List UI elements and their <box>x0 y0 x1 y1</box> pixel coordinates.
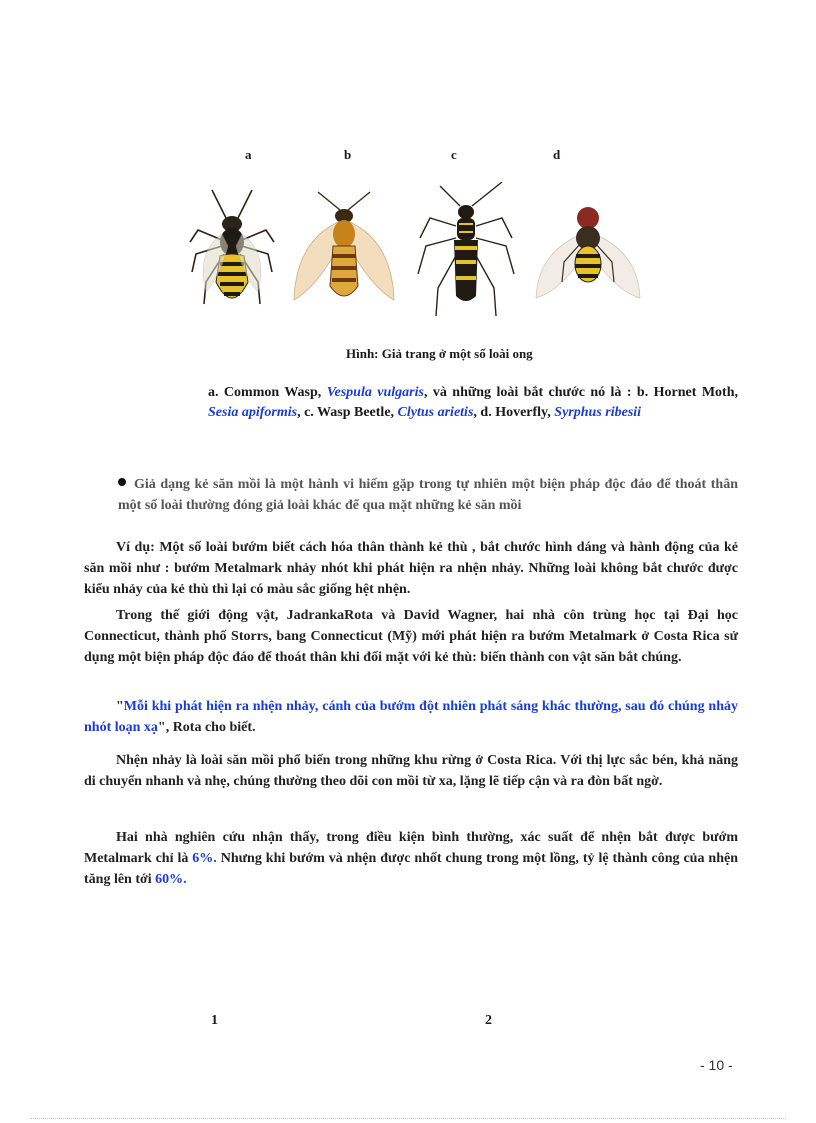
bullet-paragraph: Giả dạng kẻ săn mồi là một hành vi hiếm gặp trong tự nhiên một biện pháp độc đáo để thoát thân một số loài thường đóng giả loài khác để qua mặt những kẻ săn mồi <box>118 477 738 513</box>
percent-value: 60%. <box>155 872 187 887</box>
figure-label-d: d <box>553 147 561 162</box>
species-name: Clytus arietis <box>397 405 474 420</box>
wasp-beetle-icon <box>410 182 522 318</box>
species-name: Vespula vulgaris <box>326 385 424 400</box>
species-name: Syrphus ribesii <box>554 405 642 420</box>
page-number: - 10 - <box>700 1057 733 1073</box>
figure-label-c: c <box>451 147 457 162</box>
figure-label-a: a <box>245 147 252 162</box>
percent-value: 6%. <box>192 851 217 866</box>
common-wasp-icon <box>176 182 288 318</box>
figure-number-2: 2 <box>485 1013 492 1028</box>
hornet-moth-icon <box>288 182 400 318</box>
paragraph-quote: "Mỗi khi phát hiện ra nhện nhảy, cánh của bướm đột nhiên phát sáng khác thường, sau đó chúng nhảy nhót loạn xạ", Rota cho biết. <box>84 699 738 735</box>
paragraph-discovery: Trong thế giới động vật, JadrankaRota và David Wagner, hai nhà côn trùng học tại Đại học Connecticut, thành phố Storrs, bang Connecticut (Mỹ) mới phát hiện ra bướm Metalmark ở Costa Rica sử dụng một biện pháp độc đáo để thoát thân khi đối mặt với kẻ thù: biến thành con vật săn bắt chúng. <box>84 608 738 665</box>
paragraph-spider: Nhện nhảy là loài săn mồi phổ biến trong những khu rừng ở Costa Rica. Với thị lực sắc bén, khả năng di chuyển nhanh và nhẹ, chúng thường theo dõi con mồi từ xa, lặng lẽ tiếp cận và ra đòn bất ngờ. <box>84 753 738 789</box>
figure-caption: Hình: Giả trang ở một số loài ong <box>346 346 533 361</box>
page-bottom-divider <box>30 1118 786 1119</box>
species-caption: a. Common Wasp, Vespula vulgaris, và những loài bắt chước nó là : b. Hornet Moth, Sesia apiformis, c. Wasp Beetle, Clytus arietis, d. Hoverfly, Syrphus ribesii <box>208 385 738 420</box>
figure-number-1: 1 <box>211 1013 218 1028</box>
species-name: Sesia apiformis <box>208 405 298 420</box>
paragraph-statistics: Hai nhà nghiên cứu nhận thấy, trong điều kiện bình thường, xác suất để nhện bắt được bướm Metalmark chỉ là 6%. Nhưng khi bướm và nhện được nhốt chung trong một lồng, tỷ lệ thành công của nhện tăng lên tới 60%. <box>84 830 739 887</box>
figure-label-b: b <box>344 147 352 162</box>
bullet-icon <box>118 478 126 486</box>
quote-text: Mỗi khi phát hiện ra nhện nhảy, cánh của bướm đột nhiên phát sáng khác thường, sau đó chúng nhảy nhót loạn xạ <box>84 699 738 735</box>
paragraph-example: Ví dụ: Một số loài bướm biết cách hóa thân thành kẻ thù , bắt chước hình dáng và hành động của kẻ săn mồi như : bướm Metalmark nhảy nhót khi phát hiện ra nhện nhảy. Những loài không bắt chước được kiểu nhảy của kẻ thù thì lại có màu sắc giống hệt nhện. <box>84 540 738 597</box>
hoverfly-icon <box>532 182 644 318</box>
